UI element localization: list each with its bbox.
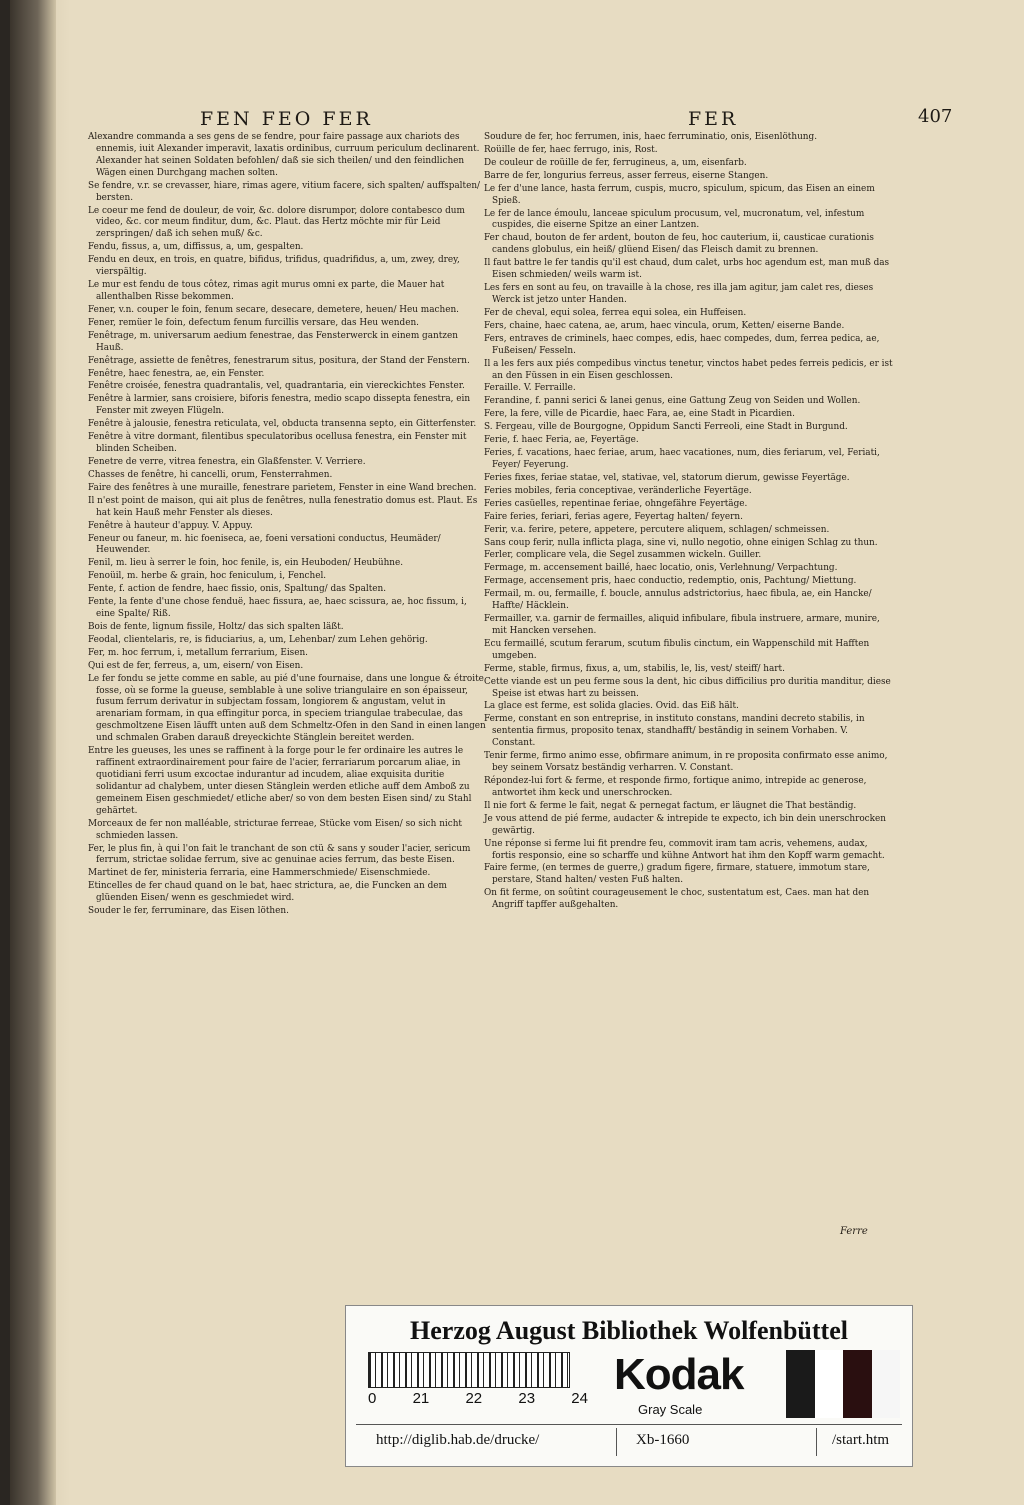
dictionary-entry: Fener, v.n. couper le foin, fenum secare, desecare, demetere, heuen/ Heu machen. (88, 304, 459, 315)
dictionary-entry: Répondez-lui fort & ferme, et responde firmo, fortique animo, intrepide ac generose, antwortet ihm keck und unerschrocken. (484, 776, 867, 798)
dictionary-entry: Fenil, m. lieu à serrer le foin, hoc fenile, is, ein Heuboden/ Heubühne. (88, 558, 404, 569)
dictionary-entry: Fenêtre à larmier, sans croisiere, biforis fenestra, medio scapo dissepta fenestra, ein Fenster mit zweyen Flügeln. (88, 394, 471, 417)
dictionary-entry: Se fendre, v.r. se crevasser, hiare, rimas agere, vitium facere, sich spalten/ auffspalten/ bersten. (88, 180, 481, 203)
dictionary-entry: Cette viande est un peu ferme sous la dent, hic cibus difficilius pro duritia manditur, diese Speise ist etwas hart zu beissen. (484, 676, 891, 699)
dictionary-entry: Entre les gueuses, les unes se raffinent à la forge pour le fer ordinaire les autres le raffinent extraordinairement pour faire de l'acier, ferrariarum porcarum aliae, in quotidiani ferri usum excoctae indurantur ad incudem, aliae exquisita duritie solidantur ad chalybem, unter diesen Stänglein werden etliche auff dem Amboß zu gemeinem Eisen geschmiedet/ etliche aber/ so von dem besten Eisen sind/ zu Stahl gehärtet. (88, 746, 472, 816)
gray-scale-label: Gray Scale (638, 1402, 703, 1417)
separator (816, 1428, 817, 1456)
left-column (88, 132, 488, 919)
library-title: Herzog August Bibliothek Wolfenbüttel (410, 1316, 848, 1345)
dictionary-entry: Il a les fers aux piés compedibus vinctus tenetur, vinctos habet pedes ferreis pedicis, er ist an den Füssen in ein Eisen geschlossen. (484, 358, 893, 381)
dictionary-entry: Les fers en sont au feu, on travaille à la chose, res illa jam agitur, jam calet res, dieses Werck ist jetzo unter Handen. (484, 283, 874, 305)
separator (616, 1428, 617, 1456)
dictionary-entry: Fenoüil, m. herbe & grain, hoc feniculum, i, Fenchel. (88, 571, 327, 582)
dictionary-entry: Fenêtrage, m. universarum aedium fenestrae, das Fensterwerck in einem gantzen Hauß. (88, 330, 458, 353)
scale-number: 23 (518, 1390, 536, 1407)
dictionary-entry: Le fer de lance émoulu, lanceae spiculum procusum, vel, mucronatum, vel, infestum cuspides, die eiserne Spitze an einer Lantzen. (484, 208, 865, 231)
dictionary-entry: Feries casüelles, repentinae feriae, ohngefähre Feyertäge. (484, 498, 748, 509)
dictionary-entry: Fenêtre à vitre dormant, filentibus speculatoribus ocellusa fenestra, ein Fenster mit blinden Scheiben. (88, 432, 467, 455)
dictionary-entry: Le fer fondu se jette comme en sable, au pié d'une fournaise, dans une longue & étroite fosse, où se forme la gueuse, semblable à une solive triangulaire en son épaisseur, fusum ferrum derivatur in subjectam fossam, longiorem & angustam, velut in arenariam formam, in qua effingitur porca, in speciem triangulae trabeculae, das geschmoltzene Eisen läufft unten auß dem Schmeltz-Ofen in den Sand in einen langen und schmalen Graben darauß dreyeckichte Stänglein bereitet werden. (88, 673, 486, 744)
dictionary-entry: Fer de cheval, equi solea, ferrea equi solea, ein Huffeisen. (484, 307, 747, 318)
dictionary-entry: Feraille. V. Ferraille. (484, 383, 576, 394)
dictionary-entry: Une réponse si ferme lui fit prendre feu, commovit iram tam acris, vehemens, audax, fortis responsio, eine so scharffe und kühne Antwort hat ihm den Kopff warm gemacht. (484, 838, 885, 861)
dictionary-entry: Le fer d'une lance, hasta ferrum, cuspis, mucro, spiculum, spicum, das Eisen an einem Spieß. (484, 183, 875, 206)
dictionary-entry: Chasses de fenêtre, hi cancelli, orum, Fensterrahmen. (88, 469, 333, 480)
dictionary-entry: Fers, chaine, haec catena, ae, arum, haec vincula, orum, Ketten/ eiserne Bande. (484, 320, 845, 331)
dictionary-entry: Fer, le plus fin, à qui l'on fait le tranchant de son ctü & sans y souder l'acier, sericum ferrum, strictae solidae ferrum, sive ac genuinae acies ferrum, das beste Eisen. (88, 843, 471, 866)
dictionary-entry: Feries fixes, feriae statae, vel, stativae, vel, statorum dierum, gewisse Feyertäge. (484, 472, 850, 483)
dictionary-entry: Tenir ferme, firmo animo esse, obfirmare animum, in re proposita confirmato esse animo, bey seinem Vorsatz beständig verharren. V. Constant. (484, 751, 888, 774)
scale-number: 22 (465, 1390, 483, 1407)
dictionary-entry: Je vous attend de pié ferme, audacter & intrepide te expecto, ich bin dein unerschrocken gewärtig. (484, 813, 886, 836)
source-url: http://diglib.hab.de/drucke/ (376, 1432, 540, 1448)
dictionary-entry: Il faut battre le fer tandis qu'il est chaud, dum calet, urbs hoc agendum est, man muß das Eisen schmieden/ weils warm ist. (484, 258, 890, 281)
dictionary-entry: Feries mobiles, feria conceptivae, veränderliche Feyertäge. (484, 485, 752, 496)
dictionary-entry: Bois de fente, lignum fissile, Holtz/ das sich spalten läßt. (88, 621, 344, 632)
gray-patch (872, 1350, 901, 1418)
dictionary-entry: La glace est ferme, est solida glacies. Ovid. das Eiß hält. (484, 701, 739, 712)
dictionary-entry: Barre de fer, longurius ferreus, asser ferreus, eiserne Stangen. (484, 170, 769, 181)
catchword: Ferre (840, 1226, 868, 1237)
page-number: 407 (918, 106, 953, 127)
dictionary-entry: Fer chaud, bouton de fer ardent, bouton de feu, hoc cauterium, ii, causticae curationis candens globulus, ein heiß/ glüend Eisen/ das Fleisch damit zu brennen. (484, 233, 874, 256)
dictionary-entry: Fermage, m. accensement baillé, haec locatio, onis, Verlehnung/ Verpachtung. (484, 563, 838, 574)
divider (356, 1424, 902, 1425)
dictionary-entry: Fenêtre à jalousie, fenestra reticulata, vel, obducta transenna septo, ein Gitterfenster. (88, 419, 477, 430)
dictionary-entry: Morceaux de fer non malléable, stricturae ferreae, Stücke vom Eisen/ so sich nicht schmieden lassen. (88, 818, 462, 841)
dictionary-entry: Fenêtrage, assiette de fenêtres, fenestrarum situs, positura, der Stand der Fenstern. (88, 355, 470, 366)
dictionary-entry: Ferandine, f. panni serici & lanei genus, eine Gattung Zeug von Seiden und Wollen. (484, 396, 861, 407)
dictionary-entry: Il n'est point de maison, qui ait plus de fenêtres, nulla fenestratio domus est. Plaut. Es hat kein Hauß mehr Fenster als dieses. (88, 495, 478, 518)
dictionary-entry: De couleur de roüille de fer, ferrugineus, a, um, eisenfarb. (484, 157, 747, 168)
dictionary-entry: Ecu fermaillé, scutum ferarum, scutum fibulis cinctum, ein Wappenschild mit Hafften umgeben. (484, 638, 870, 661)
gray-patch (843, 1350, 872, 1418)
dictionary-entry: Fer, m. hoc ferrum, i, metallum ferrarium, Eisen. (88, 647, 309, 658)
dictionary-entry: Faire ferme, (en termes de guerre,) gradum figere, firmare, statuere, immotum stare, perstare, Stand halten/ vesten Fuß halten. (484, 863, 870, 886)
scale-number: 0 (368, 1390, 377, 1407)
right-column (484, 132, 894, 913)
shelfmark: Xb-1660 (636, 1432, 690, 1448)
color-target-card (345, 1305, 913, 1467)
dictionary-entry: Le coeur me fend de douleur, de voir, &c. dolore disrumpor, dolore contabesco dum video, &c. cor meum finditur, dum, &c. Plaut. das Hertz möchte mir für Leid zerspringen/ daß ich sehen muß/ &c. (88, 205, 465, 240)
dictionary-entry: Fermage, accensement pris, haec conductio, redemptio, onis, Pachtung/ Miettung. (484, 576, 857, 587)
dictionary-entry: Ferir, v.a. ferire, petere, appetere, percutere aliquem, schlagen/ schmeissen. (484, 524, 830, 535)
dictionary-entry: Souder le fer, ferruminare, das Eisen löthen. (88, 906, 289, 917)
dictionary-entry: Il nie fort & ferme le fait, negat & pernegat factum, er läugnet die That beständig. (484, 800, 857, 811)
dictionary-entry: Ferme, constant en son entreprise, in instituto constans, mandini decreto stabilis, in sententia firmus, proposito tenax, standhafft/ beständig in seinem Vorhaben. V. Constant. (484, 714, 865, 749)
book-page (10, 0, 1024, 1505)
dictionary-entry: Roüille de fer, haec ferrugo, inis, Rost. (484, 144, 658, 155)
dictionary-entry: Fere, la fere, ville de Picardie, haec Fara, ae, eine Stadt in Picardien. (484, 409, 795, 420)
scale-numbers (368, 1390, 588, 1407)
dictionary-entry: Fenêtre, haec fenestra, ae, ein Fenster. (88, 368, 265, 379)
page-header-left: FEN FEO FER (200, 108, 373, 130)
scale-number: 21 (412, 1390, 430, 1407)
scale-number: 24 (571, 1390, 588, 1407)
dictionary-entry: Le mur est fendu de tous côtez, rimas agit murus omni ex parte, die Mauer hat allenthalben Risse bekommen. (88, 280, 445, 302)
dictionary-entry: Fenetre de verre, vitrea fenestra, ein Glaßfenster. V. Verriere. (88, 456, 366, 467)
gray-patch (786, 1350, 815, 1418)
book-spine (10, 0, 56, 1505)
gray-patches (786, 1350, 900, 1418)
dictionary-entry: Martinet de fer, ministeria ferraria, eine Hammerschmiede/ Eisenschmiede. (88, 868, 431, 879)
dictionary-entry: Qui est de fer, ferreus, a, um, eisern/ von Eisen. (88, 660, 304, 671)
dictionary-entry: Ferler, complicare vela, die Segel zusammen wickeln. Guiller. (484, 550, 762, 561)
dictionary-entry: Ferme, stable, firmus, fixus, a, um, stabilis, le, lis, vest/ steiff/ hart. (484, 663, 785, 674)
scale-ruler (368, 1352, 570, 1388)
dictionary-entry: Sans coup ferir, nulla inflicta plaga, sine vi, nullo negotio, ohne einigen Schlag zu thun. (484, 537, 878, 548)
dictionary-entry: Feodal, clientelaris, re, is fiduciarius, a, um, Lehenbar/ zum Lehen gehörig. (88, 634, 428, 645)
dictionary-entry: Fente, f. action de fendre, haec fissio, onis, Spaltung/ das Spalten. (88, 584, 387, 595)
dictionary-entry: Fers, entraves de criminels, haec compes, edis, haec compedes, dum, ferrea pedica, ae, Fußeisen/ Fesseln. (484, 333, 880, 356)
dictionary-entry: Feries, f. vacations, haec feriae, arum, haec vacationes, num, dies feriarum, vel, Feriati, Feyer/ Feyerung. (484, 448, 880, 470)
dictionary-entry: Soudure de fer, hoc ferrumen, inis, haec ferruminatio, onis, Eisenlöthung. (484, 132, 818, 142)
dictionary-entry: Fermail, m. ou, fermaille, f. boucle, annulus adstrictorius, haec fibula, ae, ein Hancke/ Haffte/ Häcklein. (484, 589, 872, 612)
dictionary-entry: Alexandre commanda a ses gens de se fendre, pour faire passage aux chariots des ennemis, iuit Alexander imperavit, laxatis ordinibus, curruum periculum declinarent. Alexander hat seinen Soldaten befohlen/ daß sie sich theilen/ und den feindlichen Wägen einen Durchgang machen solten. (88, 132, 480, 178)
dictionary-entry: Fendu, fissus, a, um, diffissus, a, um, gespalten. (88, 242, 304, 253)
dictionary-entry: Fermailler, v.a. garnir de fermailles, aliquid infibulare, fibula instruere, armare, munire, mit Hancken versehen. (484, 614, 880, 636)
dictionary-entry: Fenêtre à hauteur d'appuy. V. Appuy. (88, 520, 253, 531)
dictionary-entry: Fenêtre croisée, fenestra quadrantalis, vel, quadrantaria, ein viereckichtes Fenster. (88, 381, 465, 392)
dictionary-entry: Feneur ou faneur, m. hic foeniseca, ae, foeni versationi conductus, Heumäder/ Heuwender. (88, 533, 441, 556)
dictionary-entry: Fendu en deux, en trois, en quatre, bifidus, trifidus, quadrifidus, a, um, zwey, drey, vierspältig. (88, 255, 460, 278)
dictionary-entry: Faire feries, feriari, ferias agere, Feyertag halten/ feyern. (484, 511, 743, 522)
page-header-right: FER (688, 108, 739, 130)
start-link: /start.htm (832, 1432, 890, 1448)
gray-patch (815, 1350, 844, 1418)
dictionary-entry: Fente, la fente d'une chose fenduë, haec fissura, ae, haec scissura, ae, hoc fissum, i, eine Spalte/ Riß. (88, 597, 467, 620)
brand-logo: Kodak (614, 1350, 744, 1399)
dictionary-entry: Ferie, f. haec Feria, ae, Feyertäge. (484, 435, 639, 446)
dictionary-entry: On fit ferme, on soûtint courageusement le choc, sustentatum est, Caes. man hat den Angriff tapffer außgehalten. (484, 888, 870, 911)
dictionary-entry: Faire des fenêtres à une muraille, fenestrare parietem, Fenster in eine Wand brechen. (88, 482, 477, 493)
dictionary-entry: Etincelles de fer chaud quand on le bat, haec strictura, ae, die Funcken an dem glüenden Eisen/ wenn es geschmiedet wird. (88, 881, 447, 904)
dictionary-entry: Fener, remüer le foin, defectum fenum furcillis versare, das Heu wenden. (88, 317, 419, 328)
dictionary-entry: S. Fergeau, ville de Bourgogne, Oppidum Sancti Ferreoli, eine Stadt in Burgund. (484, 422, 848, 433)
